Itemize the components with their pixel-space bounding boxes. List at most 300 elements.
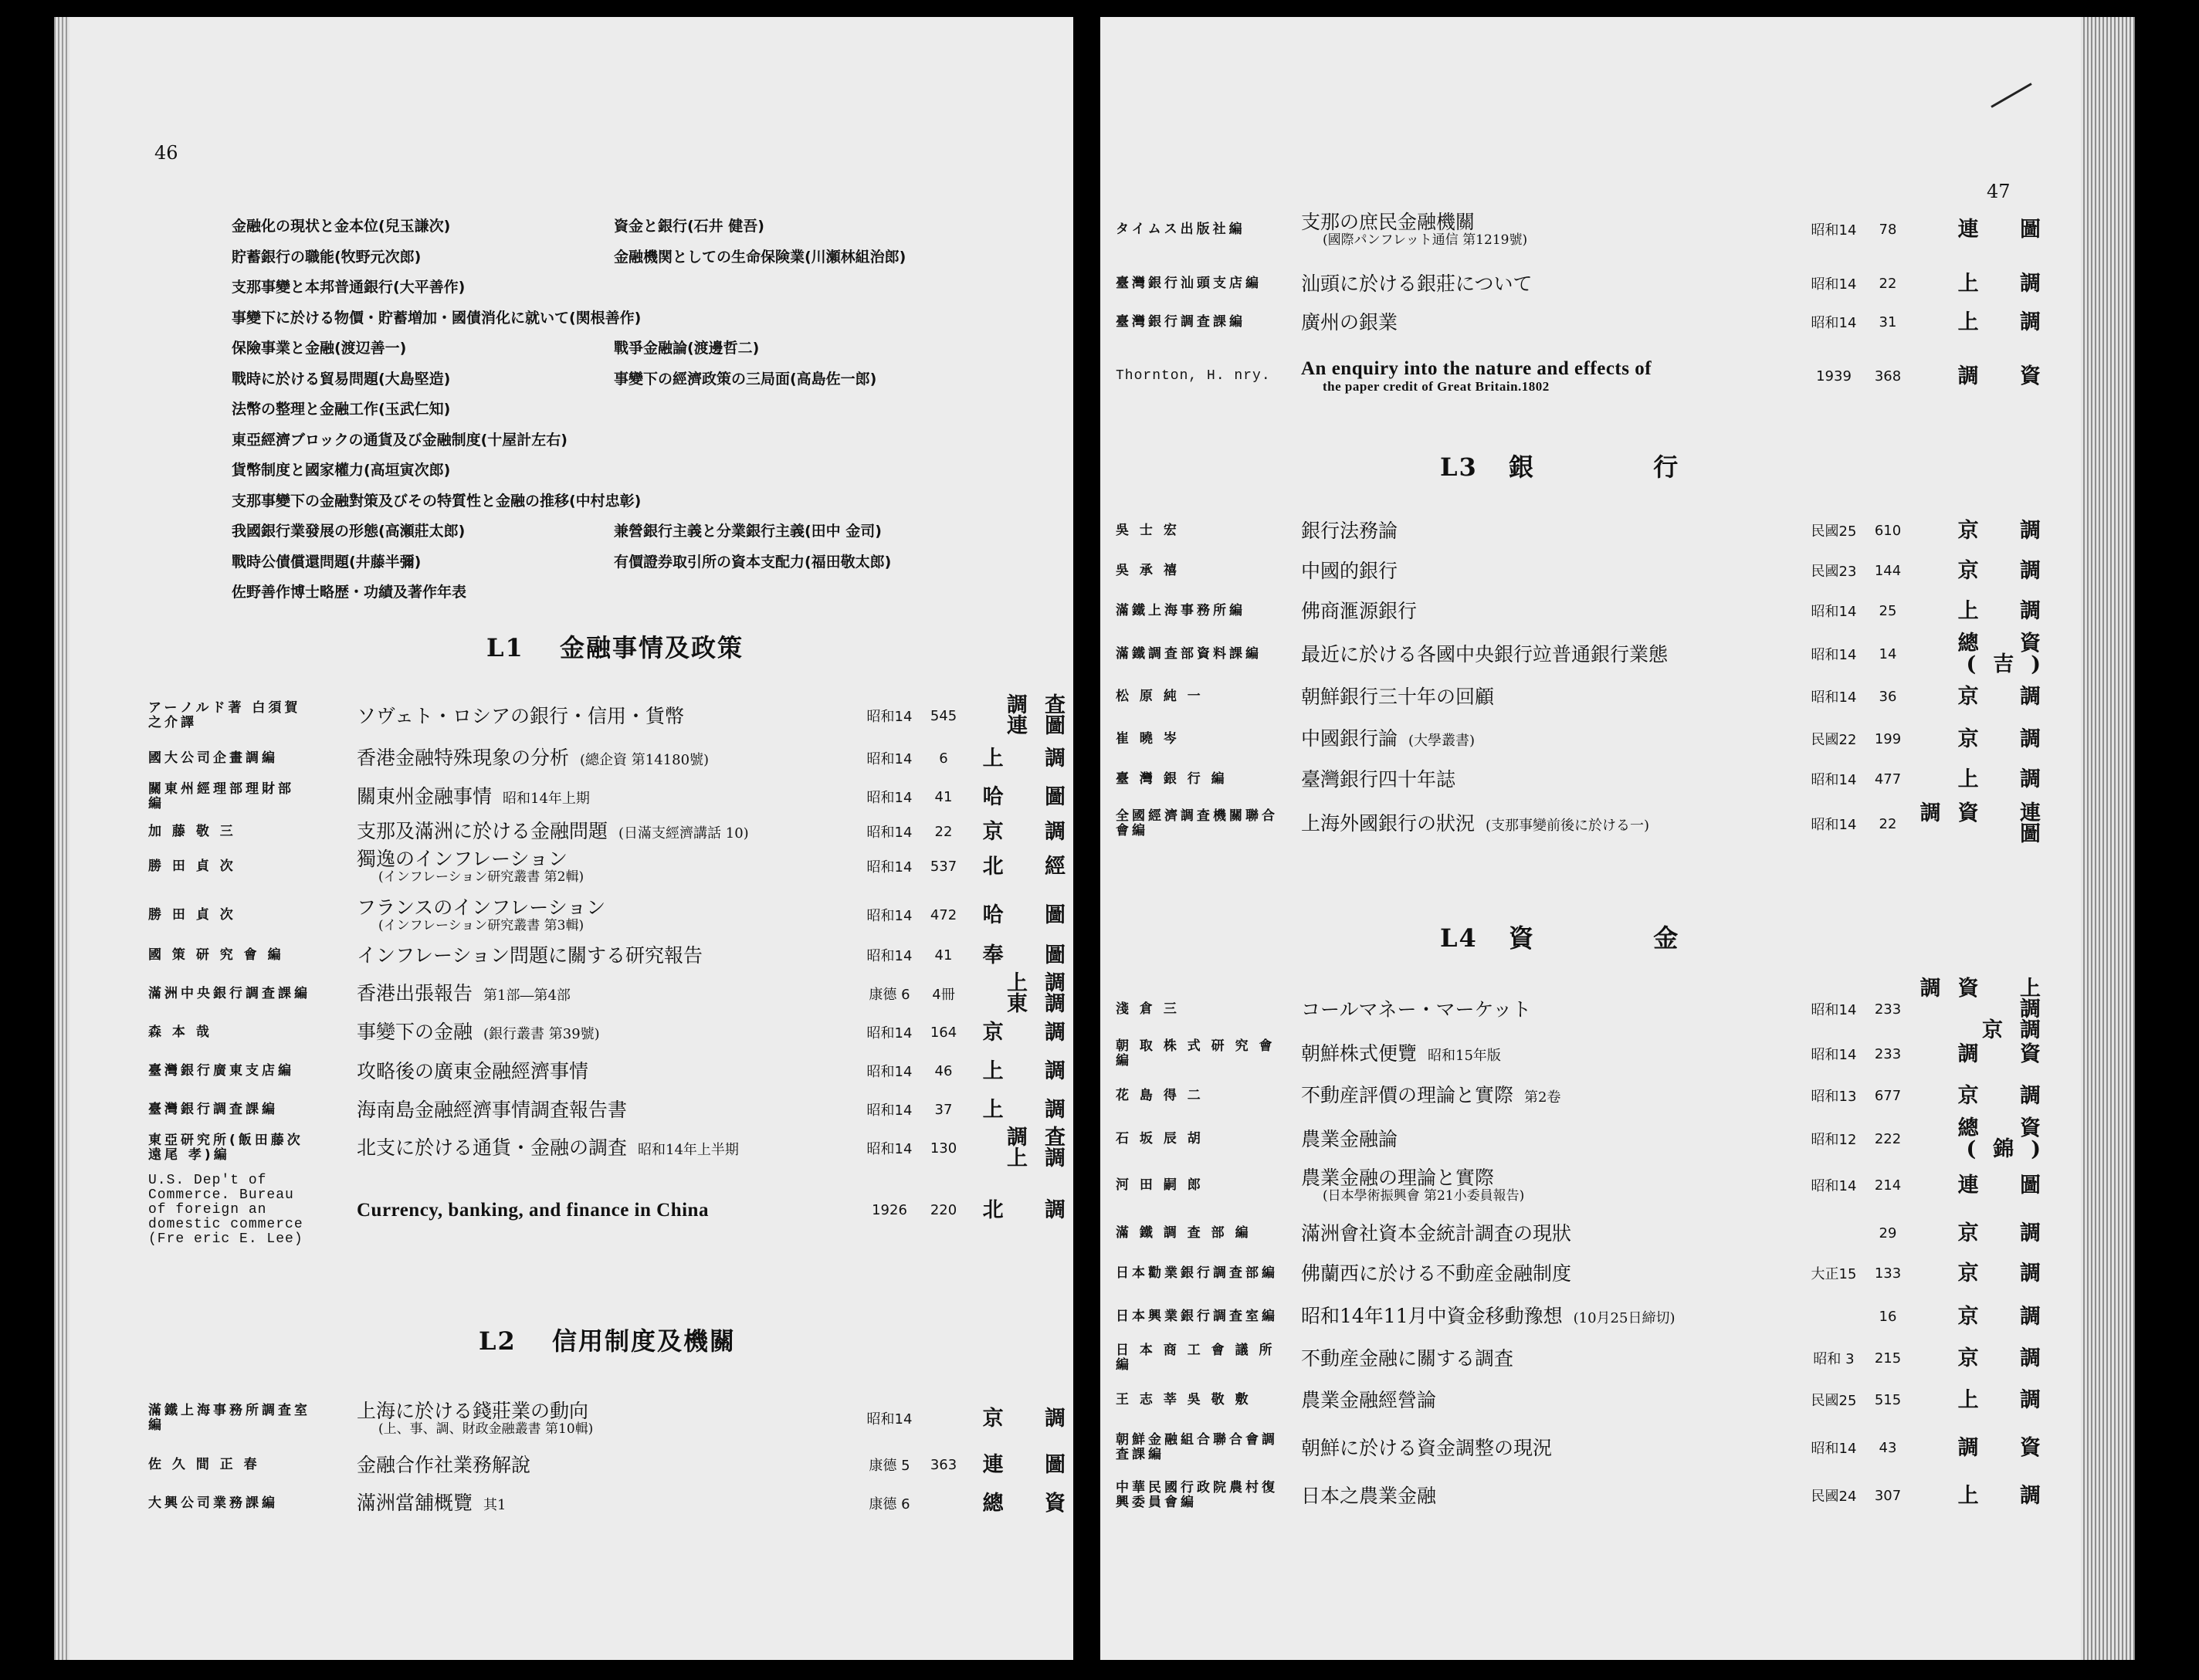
table-row xyxy=(1116,303,2073,341)
entry-year: 昭和14 xyxy=(1811,689,1857,706)
entry-title-block xyxy=(357,1492,859,1514)
table-row xyxy=(148,693,1090,738)
contents-row xyxy=(232,332,1050,363)
entry-title: 香港金融特殊現象の分析 xyxy=(357,747,570,769)
entry-title: Currency, banking, and finance in China xyxy=(357,1199,709,1221)
entry-title-block xyxy=(1301,644,1803,665)
entry-location: 京 調 xyxy=(1957,684,2058,709)
entry-location: 京 調 xyxy=(1957,1221,2058,1245)
entry-title: 佛蘭西に於ける不動産金融制度 xyxy=(1301,1262,1572,1285)
table-row xyxy=(148,971,1090,1016)
table-row xyxy=(1116,760,2073,798)
table-row xyxy=(1116,801,2073,846)
entry-pages: 307 xyxy=(1874,1487,1902,1504)
table-row xyxy=(1116,551,2073,590)
entry-author: 東亞研究所(飯田藤次 遠尾 孝)編 xyxy=(148,1133,303,1163)
table-row xyxy=(148,1052,1090,1090)
entry-location: 哈 圖 xyxy=(982,784,1083,809)
entry-author: アーノルド著 白須賀 之介譯 xyxy=(148,700,301,730)
contents-article: 佐野善作博士略歴・功績及著作年表 xyxy=(232,584,467,601)
entry-title-line2: the paper credit of Great Britain.1802 xyxy=(1323,378,1550,394)
entry-pages: 610 xyxy=(1874,522,1902,539)
pencil-mark xyxy=(1991,83,2031,108)
entry-title: 朝鮮銀行三十年の回顧 xyxy=(1301,685,1495,708)
entry-author: 滿鐵上海事務所編 xyxy=(1116,602,1245,618)
entry-author: 崔 曉 岑 xyxy=(1116,730,1180,747)
entry-year: 昭和14 xyxy=(866,948,913,964)
table-row xyxy=(1116,1254,2073,1292)
entry-title: 支那の庶民金融機關 xyxy=(1301,210,1476,233)
entry-title: 佛商滙源銀行 xyxy=(1301,599,1418,622)
table-row xyxy=(1116,1166,2073,1204)
table-row xyxy=(148,936,1090,974)
entry-title-block xyxy=(357,1200,859,1221)
entry-author: 中華民國行政院農村復 興委員會編 xyxy=(1116,1480,1278,1510)
entry-year: 康德 5 xyxy=(869,1458,910,1474)
entry-year: 昭和14 xyxy=(1811,647,1857,663)
table-row xyxy=(1116,1035,2073,1073)
entry-title: 香港出張報告 xyxy=(357,982,473,1004)
table-row xyxy=(1116,210,2073,249)
entry-author: 日本勸業銀行調査部編 xyxy=(1116,1265,1278,1281)
entry-title-block xyxy=(357,1061,859,1082)
entry-location: 京 調 xyxy=(1957,518,2058,543)
entry-author: 臺 灣 銀 行 編 xyxy=(1116,771,1228,787)
entry-title: 海南島金融經濟事情調査報告書 xyxy=(357,1098,628,1121)
table-row xyxy=(1116,1339,2073,1377)
contents-article: 資金と銀行(石井 健吾) xyxy=(614,218,764,235)
entry-title-block xyxy=(1301,601,1803,622)
entry-pages: 25 xyxy=(1879,602,1897,619)
entry-year: 昭和14 xyxy=(866,751,913,767)
entry-year: 昭和13 xyxy=(1811,1089,1857,1105)
contents-row xyxy=(232,363,1050,394)
entry-title-block xyxy=(1301,1129,1803,1150)
entry-author: タイムス出版社編 xyxy=(1116,221,1245,237)
section-code: L1 xyxy=(486,633,524,662)
entry-location: 調 資 xyxy=(1957,1042,2058,1066)
entry-title: 朝鮮株式便覽 xyxy=(1301,1042,1418,1065)
entry-pages: 43 xyxy=(1879,1439,1897,1456)
entry-title-block xyxy=(357,1455,859,1475)
contents-row xyxy=(232,515,1050,546)
entry-title-block xyxy=(357,747,859,769)
entry-location: 京 調 xyxy=(1957,558,2058,583)
entry-location: 連 圖 xyxy=(1957,1173,2058,1197)
entry-pages: 130 xyxy=(930,1140,957,1157)
entry-pages: 36 xyxy=(1879,688,1897,705)
entry-pages: 214 xyxy=(1874,1177,1902,1194)
entry-author: 加 藤 敬 三 xyxy=(148,823,236,839)
entry-series-note: 第1部―第4部 xyxy=(483,987,571,1004)
table-row xyxy=(1116,1380,2073,1419)
entry-year: 康德 6 xyxy=(869,987,910,1003)
entry-author: 森 本 哉 xyxy=(148,1024,212,1040)
entry-year: 民國22 xyxy=(1811,732,1857,748)
entry-title-line2: (インフレーション研究叢書 第3輯) xyxy=(378,917,584,933)
entry-author: 松 原 純 一 xyxy=(1116,688,1204,704)
entry-year: 昭和14 xyxy=(1811,1047,1857,1063)
entry-author: 淺 倉 三 xyxy=(1116,1001,1180,1017)
entry-title: 不動産金融に關する調査 xyxy=(1301,1346,1514,1370)
entry-year: 昭和14 xyxy=(1811,772,1857,788)
entry-location: 上調 東調 xyxy=(1007,971,1083,1016)
entry-title-block xyxy=(357,1099,859,1120)
entry-year: 昭和14 xyxy=(1811,222,1857,239)
entry-title-block xyxy=(357,945,859,966)
entry-title: 上海外國銀行の狀況 xyxy=(1301,812,1476,835)
entry-title: 獨逸のインフレーション xyxy=(357,847,568,870)
entry-title-block xyxy=(1301,1223,1803,1244)
entry-title-line2: (國際パンフレット通信 第1219號) xyxy=(1323,232,1528,248)
entry-title-block xyxy=(1301,1043,1803,1065)
entry-location: 京 調 xyxy=(1957,1261,2058,1285)
entry-title: 農業金融の理論と實際 xyxy=(1301,1166,1495,1189)
entry-location: 上 調 xyxy=(1957,1387,2058,1412)
entry-title: 農業金融論 xyxy=(1301,1127,1398,1150)
contents-article: 戰爭金融論(渡邊哲二) xyxy=(614,340,760,357)
entry-title-block xyxy=(1301,1438,1803,1458)
entry-author: 勝 田 貞 次 xyxy=(148,858,236,874)
entry-title-block xyxy=(357,848,859,885)
entry-pages: 677 xyxy=(1874,1087,1902,1104)
bibliography-table xyxy=(1116,195,2073,418)
entry-title: 支那及滿洲に於ける金融問題 xyxy=(357,820,608,842)
entry-author: 大興公司業務課編 xyxy=(148,1495,278,1511)
entry-pages: 477 xyxy=(1874,771,1902,788)
entry-title-block xyxy=(357,1021,859,1043)
entry-author: U.S. Dep't of Commerce. Bureau of foreign an domestic commerce (Fre eric E. Lee) xyxy=(148,1172,303,1247)
entry-pages: 46 xyxy=(934,1062,953,1079)
entry-author: 國 策 研 究 會 編 xyxy=(148,947,284,963)
entry-title: 最近に於ける各國中央銀行竝普通銀行業態 xyxy=(1301,642,1669,666)
entry-pages: 363 xyxy=(930,1456,957,1473)
entry-title: 滿洲當舖概覽 xyxy=(357,1492,473,1514)
table-row xyxy=(148,1484,1090,1522)
table-row xyxy=(148,812,1090,851)
entry-year: 民國25 xyxy=(1811,1393,1857,1409)
entry-year: 昭和14 xyxy=(866,790,913,806)
entry-pages: 233 xyxy=(1874,1001,1902,1018)
entry-author: 日 本 商 工 會 議 所 編 xyxy=(1116,1343,1276,1373)
entry-author: 關東州經理部理財部 編 xyxy=(148,781,294,811)
entry-year: 昭和14 xyxy=(866,1102,913,1119)
entry-location: 調 資 xyxy=(1957,364,2058,388)
entry-title-block xyxy=(1301,312,1803,333)
entry-pages: 22 xyxy=(1879,275,1897,292)
table-row xyxy=(148,1445,1090,1484)
entry-title-block xyxy=(1301,1167,1803,1204)
entry-year: 康德 6 xyxy=(869,1496,910,1512)
entry-location: 京 調 xyxy=(982,819,1083,844)
entry-title: 攻略後の廣東金融經濟事情 xyxy=(357,1059,589,1082)
entry-title-line2: (インフレーション研究叢書 第2輯) xyxy=(378,869,584,885)
entry-title-block xyxy=(1301,358,1803,395)
table-row xyxy=(148,1126,1090,1170)
entry-title-block xyxy=(357,983,859,1004)
entry-location: 京 調 xyxy=(1957,1346,2058,1370)
page-number: 47 xyxy=(1987,181,2011,202)
entry-location: 總 資(錦) xyxy=(1957,1116,2058,1161)
entry-year: 昭和12 xyxy=(1811,1132,1857,1148)
entry-year: 昭和14 xyxy=(1811,604,1857,620)
entry-pages: 6 xyxy=(939,750,948,767)
entry-title-line2: (上、事、調、財政金融叢書 第10輯) xyxy=(378,1421,594,1437)
entry-location: 京 調 xyxy=(1957,727,2058,751)
entry-location: 上 調 xyxy=(1957,767,2058,791)
contents-row xyxy=(232,576,1050,607)
table-row xyxy=(1116,357,2073,395)
contents-row xyxy=(232,546,1050,577)
entry-year: 昭和 3 xyxy=(1813,1351,1855,1367)
left-page xyxy=(54,17,1083,1660)
entry-location: 哈 圖 xyxy=(982,903,1083,927)
entry-pages: 29 xyxy=(1879,1224,1897,1241)
contents-article: 金融化の現状と金本位(兒玉謙次) xyxy=(232,218,451,235)
table-row xyxy=(148,777,1090,816)
entry-series-note: 昭和14年上半期 xyxy=(638,1142,739,1158)
entry-location: 上 調 xyxy=(1957,598,2058,623)
entry-author: 朝 取 株 式 研 究 會 編 xyxy=(1116,1038,1276,1069)
bibliography-table xyxy=(1116,511,2073,874)
contents-row xyxy=(232,454,1050,485)
entry-year: 昭和14 xyxy=(1811,817,1857,833)
entry-title: 廣州の銀業 xyxy=(1301,310,1398,334)
contents-list xyxy=(232,210,1050,607)
table-row xyxy=(1116,591,2073,630)
entry-pages: 220 xyxy=(930,1201,957,1218)
entry-title-block xyxy=(1301,273,1803,294)
entry-year: 大正15 xyxy=(1811,1266,1857,1282)
entry-author: 河 田 嗣 郎 xyxy=(1116,1177,1204,1193)
entry-author: Thornton, H. nry. xyxy=(1116,368,1271,384)
entry-year: 昭和14 xyxy=(866,825,913,841)
entry-title: An enquiry into the nature and effects of xyxy=(1301,357,1652,379)
entry-author: 全國經濟調査機關聯合 會編 xyxy=(1116,808,1278,838)
table-row xyxy=(1116,1476,2073,1515)
section-title: 金融事情及政策 xyxy=(560,633,744,662)
entry-year: 昭和14 xyxy=(866,1411,913,1428)
contents-article: 貨幣制度と國家權力(高垣寅次郎) xyxy=(232,462,451,479)
entry-author: 佐 久 間 正 春 xyxy=(148,1456,260,1472)
table-row xyxy=(1116,1116,2073,1161)
entry-pages: 537 xyxy=(930,858,957,875)
table-row xyxy=(1116,976,2073,1042)
table-row xyxy=(148,739,1090,777)
section-code: L4 xyxy=(1440,923,1478,953)
page-edge xyxy=(2081,17,2135,1660)
section-heading-l1 xyxy=(486,628,744,664)
entry-series-note: 昭和14年上期 xyxy=(503,791,590,807)
entry-title-block xyxy=(1301,561,1803,581)
entry-title-block xyxy=(357,706,859,727)
entry-title-block xyxy=(1301,1263,1803,1284)
table-row xyxy=(148,1013,1090,1052)
entry-title-block xyxy=(1301,769,1803,790)
contents-article: 保險事業と金融(渡辺善一) xyxy=(232,340,407,357)
entry-location: 上 調 xyxy=(1957,271,2058,296)
table-row xyxy=(1116,677,2073,716)
entry-series-note: 第2卷 xyxy=(1524,1089,1561,1106)
entry-author: 國大公司企畫調編 xyxy=(148,750,278,766)
table-row xyxy=(148,1172,1090,1247)
entry-title-block xyxy=(357,897,859,933)
contents-row xyxy=(232,302,1050,333)
entry-year: 民國25 xyxy=(1811,523,1857,540)
entry-location: 調査 連圖 xyxy=(1007,693,1083,738)
table-row xyxy=(1116,1076,2073,1115)
contents-row xyxy=(232,271,1050,302)
entry-location: 北 調 xyxy=(982,1197,1083,1222)
entry-location: 上 調 xyxy=(982,1058,1083,1083)
entry-title: ソヴェト・ロシアの銀行・信用・貨幣 xyxy=(357,704,685,727)
entry-series-note: 其1 xyxy=(483,1497,507,1513)
entry-pages: 22 xyxy=(934,823,953,840)
entry-location: 上 調 xyxy=(982,1097,1083,1122)
entry-location: 調資 上調 京調 xyxy=(1919,976,2058,1042)
entry-pages: 515 xyxy=(1874,1391,1902,1408)
entry-title: 事變下の金融 xyxy=(357,1021,473,1043)
contents-article: 事變下に於ける物價・貯蓄増加・國債消化に就いて(関根善作) xyxy=(232,309,642,327)
entry-year: 昭和14 xyxy=(866,1025,913,1042)
entry-pages: 472 xyxy=(930,906,957,923)
entry-year: 1939 xyxy=(1816,368,1852,384)
entry-location: 上 調 xyxy=(1957,1483,2058,1508)
entry-pages: 4冊 xyxy=(932,987,955,1003)
entry-location: 京 調 xyxy=(982,1406,1083,1431)
entry-author: 日本興業銀行調査室編 xyxy=(1116,1308,1278,1324)
entry-author: 滿洲中央銀行調査課編 xyxy=(148,985,310,1001)
entry-author: 吳 士 宏 xyxy=(1116,522,1180,538)
contents-article: 戰時に於ける貿易問題(大島堅造) xyxy=(232,370,451,388)
contents-row xyxy=(232,424,1050,455)
right-page xyxy=(1100,17,2135,1660)
entry-title: 北支に於ける通貨・金融の調査 xyxy=(357,1136,628,1159)
entry-author: 臺灣銀行汕頭支店編 xyxy=(1116,275,1262,291)
table-row xyxy=(1116,1214,2073,1252)
table-row xyxy=(1116,720,2073,758)
contents-article: 支那事變と本邦普通銀行(大平善作) xyxy=(232,279,466,296)
entry-title-block xyxy=(1301,813,1803,835)
entry-location: 北 經 xyxy=(982,854,1083,879)
entry-location: 京 調 xyxy=(1957,1304,2058,1329)
entry-year: 昭和14 xyxy=(866,709,913,725)
entry-title: 中國銀行論 xyxy=(1301,727,1398,750)
entry-year: 1926 xyxy=(872,1201,907,1218)
entry-location: 京 調 xyxy=(982,1020,1083,1045)
entry-pages: 37 xyxy=(934,1101,953,1118)
entry-year: 昭和14 xyxy=(866,859,913,876)
contents-article: 貯蓄銀行の職能(牧野元次郎) xyxy=(232,248,422,266)
contents-article: 戰時公債償還問題(井藤半彌) xyxy=(232,553,422,571)
entry-series-note: (總企資 第14180號) xyxy=(580,752,710,768)
entry-title: 關東州金融事情 xyxy=(357,785,493,808)
entry-pages: 164 xyxy=(930,1024,957,1041)
section-code: L3 xyxy=(1440,452,1478,482)
entry-year: 昭和14 xyxy=(1811,276,1857,293)
entry-title-block xyxy=(1301,520,1803,541)
contents-article: 金融機関としての生命保険業(川瀬林組治郎) xyxy=(614,248,906,266)
entry-pages: 199 xyxy=(1874,730,1902,747)
entry-title: 滿洲會社資本金統計調査の現狀 xyxy=(1301,1221,1572,1245)
table-row xyxy=(148,896,1090,934)
contents-article: 法幣の整理と金融工作(玉武仁知) xyxy=(232,401,451,418)
entry-title-block xyxy=(1301,1348,1803,1369)
entry-title-block xyxy=(357,821,859,842)
entry-title-block xyxy=(1301,999,1803,1020)
entry-author: 朝鮮金融組合聯合會調 査課編 xyxy=(1116,1432,1278,1462)
entry-title: コールマネー・マーケット xyxy=(1301,998,1532,1021)
entry-title-block xyxy=(1301,1485,1803,1506)
entry-title: 日本之農業金融 xyxy=(1301,1484,1437,1507)
bibliography-table xyxy=(148,693,1090,1322)
entry-title-block xyxy=(357,1401,859,1437)
entry-author: 滿鐵調査部資料課編 xyxy=(1116,645,1262,662)
entry-pages: 545 xyxy=(930,707,957,724)
entry-title-block xyxy=(357,1137,859,1159)
entry-author: 花 島 得 二 xyxy=(1116,1087,1204,1103)
entry-author: 臺灣銀行廣東支店編 xyxy=(148,1062,294,1079)
table-row xyxy=(1116,1297,2073,1336)
entry-location: 調 資 xyxy=(1957,1435,2058,1460)
entry-year: 昭和14 xyxy=(1811,315,1857,331)
entry-location: 連 圖 xyxy=(1957,217,2058,242)
page-number: 46 xyxy=(154,142,178,164)
entry-pages: 215 xyxy=(1874,1350,1902,1367)
contents-row xyxy=(232,393,1050,424)
section-heading-l3 xyxy=(1440,448,1679,483)
entry-author: 滿 鐵 調 査 部 編 xyxy=(1116,1224,1252,1241)
contents-article: 事變下の經濟政策の三局面(高島佐一郎) xyxy=(614,370,877,388)
section-heading-l4 xyxy=(1440,919,1679,954)
entry-title-line2: (日本學術振興會 第21小委員報告) xyxy=(1323,1187,1525,1204)
entry-title: フランスのインフレーション xyxy=(357,896,606,919)
table-row xyxy=(1116,632,2073,676)
entry-pages: 16 xyxy=(1879,1308,1897,1325)
entry-location: 調資 連圖 xyxy=(1919,801,2058,846)
entry-location: 上 調 xyxy=(1957,310,2058,334)
entry-title: 上海に於ける錢莊業の動向 xyxy=(357,1399,589,1422)
entry-title: 金融合作社業務解說 xyxy=(357,1453,531,1476)
entry-pages: 31 xyxy=(1879,313,1897,330)
section-title: 銀 行 xyxy=(1509,452,1680,482)
contents-article: 東亞經濟ブロックの通貨及び金融制度(十屋計左右) xyxy=(232,431,568,449)
table-row xyxy=(148,847,1090,886)
section-heading-l2 xyxy=(479,1322,736,1357)
entry-location: 上 調 xyxy=(982,746,1083,771)
entry-series-note: 昭和15年版 xyxy=(1428,1048,1501,1064)
entry-title: 銀行法務論 xyxy=(1301,519,1398,542)
entry-series-note: (日滿支經濟講話 10) xyxy=(618,825,749,842)
bibliography-table xyxy=(1116,976,2073,1546)
table-row xyxy=(1116,511,2073,550)
entry-year: 民國24 xyxy=(1811,1489,1857,1505)
entry-pages: 41 xyxy=(934,947,953,964)
contents-row xyxy=(232,241,1050,272)
contents-article: 有價證券取引所の資本支配力(福田敬太郎) xyxy=(614,553,892,571)
entry-location: 奉 圖 xyxy=(982,943,1083,967)
entry-author: 石 坂 辰 胡 xyxy=(1116,1130,1204,1147)
entry-title: 農業金融經營論 xyxy=(1301,1388,1437,1411)
entry-pages: 14 xyxy=(1879,645,1897,662)
entry-year: 民國23 xyxy=(1811,564,1857,580)
page-edge xyxy=(54,17,69,1660)
entry-series-note: (大學叢書) xyxy=(1408,733,1476,749)
entry-year: 昭和14 xyxy=(1811,1441,1857,1457)
entry-pages: 233 xyxy=(1874,1045,1902,1062)
entry-location: 京 調 xyxy=(1957,1083,2058,1108)
entry-author: 吳 承 禧 xyxy=(1116,562,1180,578)
